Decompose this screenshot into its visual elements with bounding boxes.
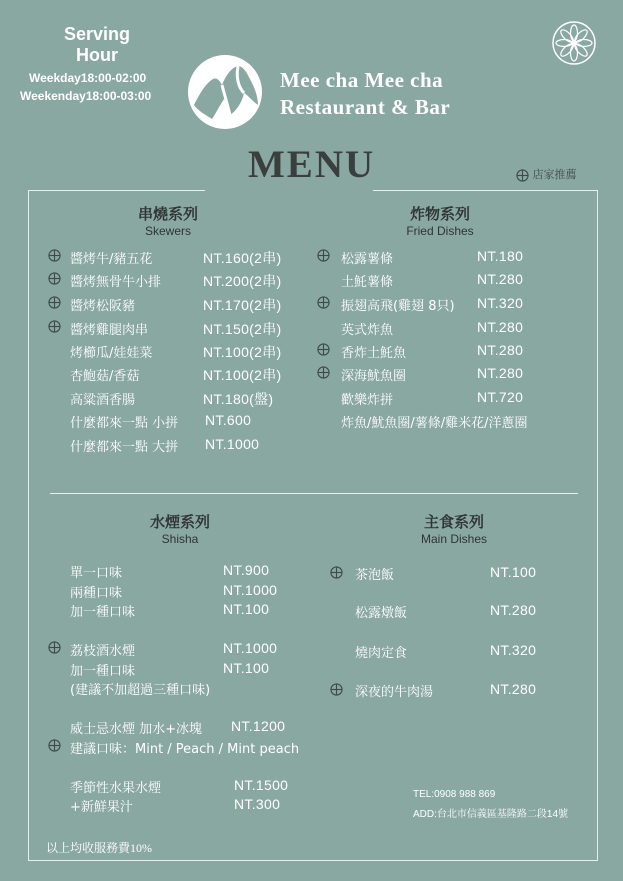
menu-item-price: NT.170(2串) xyxy=(203,297,282,313)
menu-item-price: NT.100 xyxy=(223,601,270,617)
menu-item-name: 茶泡飯 xyxy=(355,568,395,583)
menu-item-price: NT.280 xyxy=(477,271,524,287)
skewers-title: 串燒系列 xyxy=(137,205,198,223)
menu-item-price: NT.1000 xyxy=(223,582,278,598)
recommend-icon xyxy=(48,739,61,752)
menu-item-price: NT.320 xyxy=(490,642,537,658)
recommend-icon xyxy=(317,343,330,356)
fried-title: 炸物系列 xyxy=(409,205,470,223)
menu-item-price: NT.160(2串) xyxy=(203,250,282,266)
serving-title-line2: Hour xyxy=(76,45,118,65)
menu-item-name: 加一種口味 xyxy=(70,605,136,620)
menu-item-price: NT.150(2串) xyxy=(203,321,282,337)
menu-item-name: 深夜的牛肉湯 xyxy=(355,685,434,700)
recommend-icon xyxy=(48,320,61,333)
telephone: TEL:0908 988 869 xyxy=(413,789,496,800)
menu-item-price: NT.1000 xyxy=(223,640,278,656)
weekday-hours: Weekday18:00-02:00 xyxy=(29,71,147,85)
menu-item-name: 振翅高飛(雞翅 8只) xyxy=(341,299,455,314)
menu-item-price: NT.720 xyxy=(477,389,524,405)
menu-item-name: 土魠薯條 xyxy=(341,275,394,290)
menu-item-name: 香炸土魠魚 xyxy=(341,346,407,361)
menu-item-name: 荔枝酒水煙 xyxy=(70,644,136,659)
frame-top-left xyxy=(28,190,205,191)
menu-item-price: NT.180 xyxy=(477,248,524,264)
menu-item-name: 醬烤松阪豬 xyxy=(70,299,136,314)
menu-item-name: 高粱酒香腸 xyxy=(70,393,136,408)
frame-left xyxy=(28,190,29,861)
menu-item-name: 什麼都來一點 小拼 xyxy=(70,416,179,431)
menu-item-name: 威士忌水煙 加水+冰塊 xyxy=(70,722,203,737)
menu-item-name: 英式炸魚 xyxy=(341,323,394,338)
recommend-icon xyxy=(317,366,330,379)
menu-item-price: NT.100(2串) xyxy=(203,344,282,360)
menu-item-price: NT.300 xyxy=(234,796,281,812)
frame-top-right xyxy=(373,190,598,191)
menu-item-name: 加一種口味 xyxy=(70,664,136,679)
weekend-hours: Weekenday18:00-03:00 xyxy=(20,89,152,103)
menu-item-price: NT.1000 xyxy=(205,436,260,452)
shisha-flavor-note: 建議口味：Mint / Peach / Mint peach xyxy=(70,742,300,757)
menu-item-price: NT.280 xyxy=(490,602,537,618)
menu-item-name: 松露燉飯 xyxy=(355,606,408,621)
menu-item-name: 杏鮑菇/香菇 xyxy=(70,369,140,384)
recommend-label: 店家推薦 xyxy=(532,168,577,181)
menu-item-price: NT.280 xyxy=(490,681,537,697)
menu-item-price: NT.100 xyxy=(490,564,537,580)
menu-item-price: NT.900 xyxy=(223,562,270,578)
recommend-icon xyxy=(317,249,330,262)
menu-item-name: 季節性水果水煙 xyxy=(70,781,162,796)
menu-item-price: NT.200(2串) xyxy=(203,273,282,289)
fried-platter-note: 炸魚/魷魚圈/薯條/雞米花/洋蔥圈 xyxy=(341,416,528,431)
menu-item-price: NT.100 xyxy=(223,660,270,676)
serving-hour-title xyxy=(22,24,172,66)
menu-item-name: 單一口味 xyxy=(70,566,123,581)
menu-item-name: 什麼都來一點 大拼 xyxy=(70,440,179,455)
menu-item-price: NT.600 xyxy=(205,412,252,428)
mountain-logo-icon xyxy=(186,53,264,131)
menu-item-name: 松露薯條 xyxy=(341,252,394,267)
recommend-icon xyxy=(330,683,343,696)
menu-item-name: 深海魷魚圈 xyxy=(341,369,407,384)
serving-title-line1: Serving xyxy=(63,24,131,44)
flower-icon xyxy=(551,20,597,66)
recommend-icon xyxy=(48,641,61,654)
shisha-note: (建議不加超過三種口味) xyxy=(70,683,211,698)
menu-item-price: NT.180(盤) xyxy=(203,391,274,407)
recommend-icon xyxy=(330,566,343,579)
main-title: 主食系列 xyxy=(423,513,484,531)
recommend-icon xyxy=(48,296,61,309)
frame-bottom xyxy=(28,860,598,861)
menu-item-price: NT.320 xyxy=(477,295,524,311)
shisha-title: 水煙系列 xyxy=(149,513,210,531)
menu-item-name: 燒肉定食 xyxy=(355,646,408,661)
brand-name: Mee cha Mee cha xyxy=(280,68,444,92)
menu-item-name: 烤櫛瓜/娃娃菜 xyxy=(70,346,153,361)
recommend-icon xyxy=(48,249,61,262)
recommend-legend xyxy=(516,166,577,182)
menu-item-name: +新鮮果汁 xyxy=(70,800,133,815)
menu-item-name: 醬烤牛/豬五花 xyxy=(70,252,153,267)
menu-item-price: NT.280 xyxy=(477,365,524,381)
skewers-subtitle: Skewers xyxy=(144,224,191,238)
menu-item-name: 醬烤雞腿肉串 xyxy=(70,323,149,338)
shisha-subtitle: Shisha xyxy=(161,532,199,546)
menu-item-price: NT.280 xyxy=(477,319,524,335)
menu-item-name: 歡樂炸拼 xyxy=(341,393,394,408)
menu-item-name: 兩種口味 xyxy=(70,586,123,601)
frame-right xyxy=(597,190,598,861)
section-divider xyxy=(50,493,578,494)
address: ADD:台北市信義區基隆路二段14號 xyxy=(413,809,569,820)
main-subtitle: Main Dishes xyxy=(420,532,488,546)
recommend-icon xyxy=(317,296,330,309)
service-charge-note: 以上均收服務費10% xyxy=(46,841,152,855)
menu-item-name: 醬烤無骨牛小排 xyxy=(70,275,162,290)
menu-item-price: NT.1500 xyxy=(234,777,289,793)
menu-item-price: NT.100(2串) xyxy=(203,367,282,383)
fried-subtitle: Fried Dishes xyxy=(406,224,474,238)
brand-subtitle: Restaurant & Bar xyxy=(280,95,451,119)
recommend-icon xyxy=(48,272,61,285)
recommend-icon xyxy=(516,169,529,182)
menu-item-price: NT.280 xyxy=(477,342,524,358)
menu-item-price: NT.1200 xyxy=(231,718,286,734)
menu-title: MENU xyxy=(248,143,376,186)
